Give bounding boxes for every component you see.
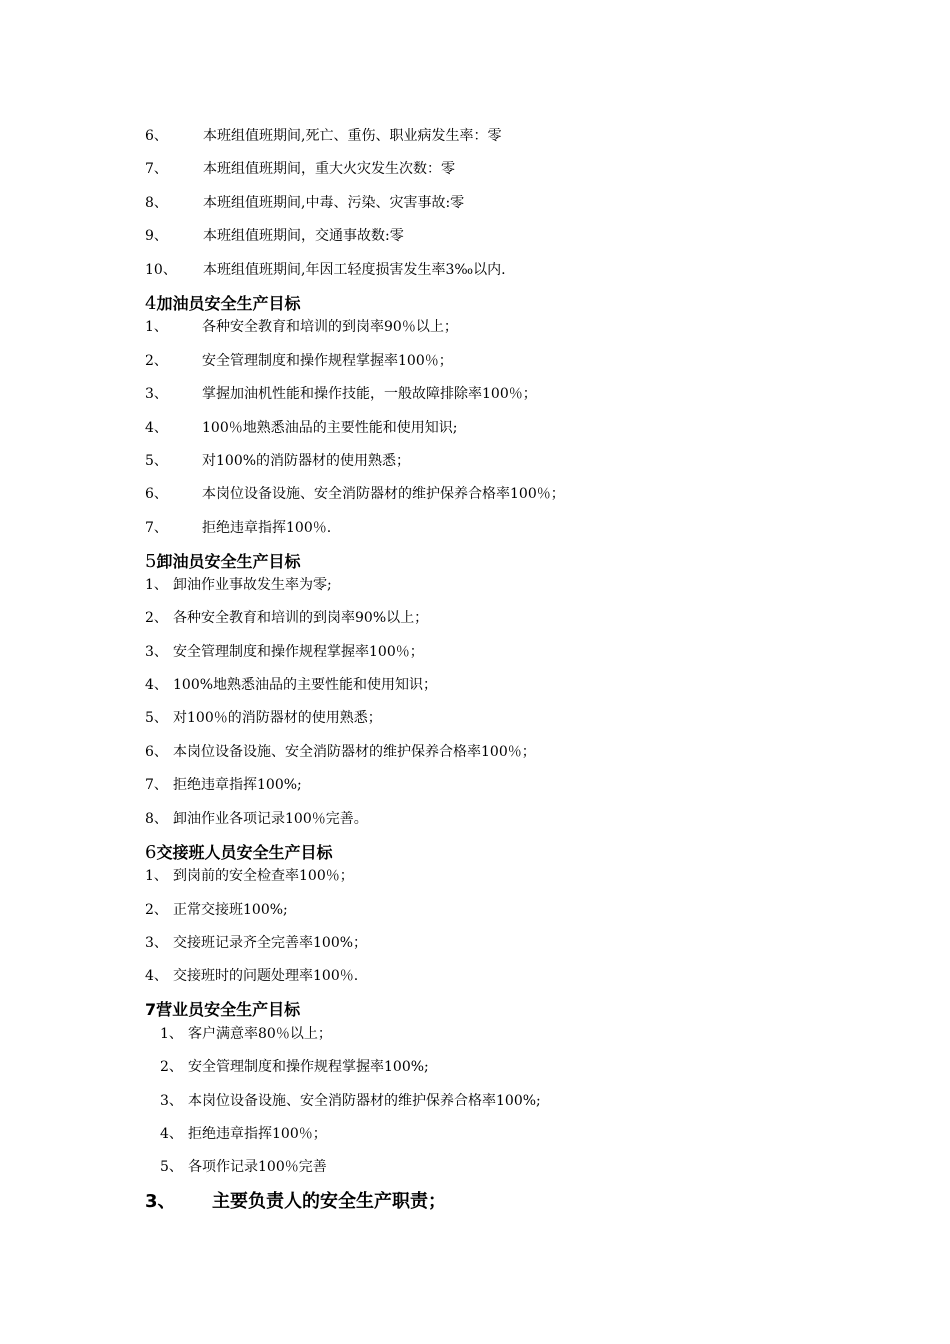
item-text: 本班组值班期间，交通事故数:零 (203, 228, 404, 244)
item-number: 1、 (145, 577, 168, 593)
item-text: 正常交接班100%; (173, 902, 288, 918)
item-number: 7、 (145, 777, 168, 793)
item-number: 8、 (145, 195, 168, 211)
item-text: 卸油作业事故发生率为零; (173, 577, 332, 593)
heading-title: 加油员安全生产目标 (156, 294, 301, 313)
item-number: 3、 (160, 1093, 183, 1109)
item-number: 8、 (145, 811, 168, 827)
item-text: 本岗位设备设施、安全消防器材的维护保养合格率100％； (173, 744, 536, 760)
item-text: 拒绝违章指挥100%; (173, 777, 302, 793)
item-text: 本班组值班期间,中毒、污染、灾害事故:零 (203, 195, 465, 211)
item-number: 2、 (145, 353, 168, 369)
item-text: 拒绝违章指挥100％. (202, 520, 332, 536)
section-heading-fueler (145, 294, 300, 314)
item-number: 1、 (160, 1026, 183, 1042)
item-number: 4、 (145, 420, 168, 436)
item-text: 本班组值班期间,年因工轻度损害发生率3‰以内. (203, 262, 506, 278)
item-text: 到岗前的安全检查率100％； (173, 868, 354, 884)
item-text: 交接班时的问题处理率100％. (173, 968, 359, 984)
item-number: 1、 (145, 319, 168, 335)
heading-number: 3、 (145, 1191, 176, 1212)
section-heading-sales (145, 1000, 300, 1020)
heading-title: 主要负责人的安全生产职责； (212, 1191, 446, 1212)
item-number: 4、 (145, 677, 168, 693)
item-number: 4、 (160, 1126, 183, 1142)
item-text: 客户满意率80％以上； (188, 1026, 332, 1042)
item-number: 1、 (145, 868, 168, 884)
item-text: 对100%的消防器材的使用熟悉； (202, 453, 411, 469)
item-number: 6、 (145, 486, 168, 502)
heading-title: 卸油员安全生产目标 (156, 552, 301, 571)
heading-number: 7 (145, 1000, 157, 1019)
item-text: 各种安全教育和培训的到岗率90%以上； (173, 610, 429, 626)
item-number: 4、 (145, 968, 168, 984)
section-heading-unloader (145, 552, 300, 572)
item-text: 对100％的消防器材的使用熟悉； (173, 710, 382, 726)
item-number: 2、 (145, 610, 168, 626)
heading-title: 营业员安全生产目标 (156, 1000, 301, 1019)
item-text: 交接班记录齐全完善率100%； (173, 935, 368, 951)
item-number: 3、 (145, 386, 168, 402)
item-text: 拒绝违章指挥100％； (188, 1126, 327, 1142)
item-text: 各项作记录100％完善 (188, 1159, 327, 1175)
item-number: 3、 (145, 935, 168, 951)
item-text: 本岗位设备设施、安全消防器材的维护保养合格率100％； (202, 486, 565, 502)
item-text: 100％地熟悉油品的主要性能和使用知识; (202, 420, 458, 436)
item-text: 本班组值班期间，重大火灾发生次数：零 (203, 161, 455, 177)
item-number: 6、 (145, 128, 168, 144)
item-number: 2、 (160, 1059, 183, 1075)
item-text: 本班组值班期间,死亡、重伤、职业病发生率：零 (203, 128, 502, 144)
item-number: 2、 (145, 902, 168, 918)
item-number: 7、 (145, 520, 168, 536)
item-number: 5、 (145, 453, 168, 469)
heading-number: 4 (145, 293, 157, 314)
heading-number: 6 (145, 842, 157, 863)
item-number: 5、 (145, 710, 168, 726)
item-text: 掌握加油机性能和操作技能，一般故障排除率100％； (202, 386, 537, 402)
item-number: 3、 (145, 644, 168, 660)
item-text: 安全管理制度和操作规程掌握率100%; (188, 1059, 429, 1075)
item-text: 安全管理制度和操作规程掌握率100％； (173, 644, 424, 660)
item-number: 5、 (160, 1159, 183, 1175)
item-text: 卸油作业各项记录100％完善。 (173, 811, 368, 827)
heading-title: 交接班人员安全生产目标 (156, 843, 333, 862)
item-text: 安全管理制度和操作规程掌握率100％； (202, 353, 453, 369)
item-text: 各种安全教育和培训的到岗率90％以上； (202, 319, 458, 335)
item-text: 100%地熟悉油品的主要性能和使用知识； (173, 677, 438, 693)
item-number: 10、 (145, 262, 177, 278)
section-heading-handover (145, 843, 332, 863)
item-number: 6、 (145, 744, 168, 760)
item-text: 本岗位设备设施、安全消防器材的维护保养合格率100%; (188, 1093, 541, 1109)
item-number: 7、 (145, 161, 168, 177)
heading-number: 5 (145, 551, 157, 572)
item-number: 9、 (145, 228, 168, 244)
